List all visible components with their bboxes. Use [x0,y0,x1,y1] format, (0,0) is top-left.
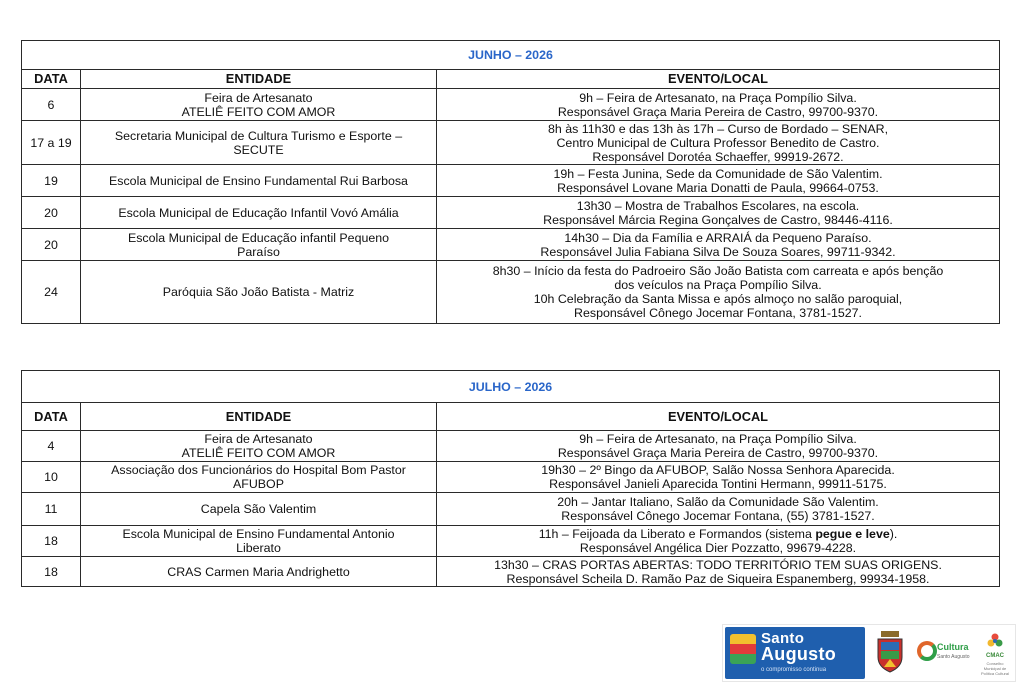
event-line: Responsável Graça Maria Pereira de Castro, 99700-9370. [557,104,879,119]
entity-line: Secretaria Municipal de Cultura Turismo e Esporte – [114,128,403,143]
event-header: EVENTO/LOCAL [437,403,1000,431]
event-line: 9h – Feira de Artesanato, na Praça Pompílio Silva. [579,432,857,446]
row-date: 20 [22,197,81,229]
cmac-sub: Conselho Municipal de Política Cultural [980,661,1009,676]
logo-line1: Santo [761,630,805,647]
table-row [22,557,1000,587]
row-entity [81,431,437,462]
table-row [22,165,1000,197]
event-line [440,527,996,541]
event-line: 9h – Feira de Artesanato, na Praça Pompílio Silva. [579,90,857,105]
cultura-sub: Santo Augusto [937,654,970,660]
entity-line: ATELIÊ FEITO COM AMOR [181,446,336,460]
event-line: 13h30 – Mostra de Trabalhos Escolares, na escola. [576,198,860,213]
row-date: 11 [22,493,81,526]
row-event [437,431,1000,462]
row-entity [81,121,437,165]
table-row [22,89,1000,121]
table-row [22,431,1000,462]
event-line: Responsável Scheila D. Ramão Paz de Siqueira Espanemberg, 99934-1958. [506,571,930,586]
row-date: 6 [22,89,81,121]
date-header: DATA [22,70,81,89]
logo-line2: Augusto [761,644,837,664]
row-date: 19 [22,165,81,197]
municipal-crest-icon [875,631,905,673]
santo-augusto-mark-icon [730,634,756,664]
event-text: ). [889,527,898,541]
row-event [437,526,1000,557]
date-header: DATA [22,403,81,431]
entity-line: Liberato [236,541,281,555]
event-line: Responsável Julia Fabiana Silva De Souza Soares, 99711-9342. [540,244,896,259]
cultura-ring-icon [917,641,937,661]
cmac-logo [979,631,1011,675]
row-event [437,121,1000,165]
row-date: 24 [22,261,81,324]
row-entity [81,526,437,557]
event-line: Responsável Cônego Jocemar Fontana, (55) 3781-1527. [561,509,875,523]
june-schedule-table [21,40,1000,324]
table-row [22,526,1000,557]
table-row [22,121,1000,165]
row-event [437,197,1000,229]
row-date: 4 [22,431,81,462]
row-entity [81,462,437,493]
event-line: 20h – Jantar Italiano, Salão da Comunidade São Valentim. [557,495,879,509]
entity-line: Escola Municipal de Educação infantil Pequeno [127,230,390,245]
event-line: 19h30 – 2º Bingo da AFUBOP, Salão Nossa Senhora Aparecida. [541,463,895,477]
cultura-word: Cultura [937,642,969,652]
event-line: 19h – Festa Junina, Sede da Comunidade de São Valentim. [553,166,883,181]
entity-header: ENTIDADE [81,403,437,431]
row-entity [81,493,437,526]
row-entity [81,261,437,324]
entity-line: CRAS Carmen Maria Andrighetto [167,564,350,579]
cultura-logo [917,639,971,667]
row-event [437,165,1000,197]
row-event [437,229,1000,261]
row-date: 18 [22,557,81,587]
event-line: 8h às 11h30 e das 13h às 17h – Curso de Bordado – SENAR, [547,121,889,136]
table-row [22,261,1000,324]
entity-line: Capela São Valentim [200,502,317,516]
entity-line: Feira de Artesanato [204,90,313,105]
event-line: Responsável Janieli Aparecida Tontini Hermann, 99911-5175. [549,477,887,491]
entity-line: Feira de Artesanato [204,432,313,446]
row-date: 18 [22,526,81,557]
event-line: Responsável Angélica Dier Pozzatto, 99679-4228. [579,541,857,555]
cmac-word: CMAC [986,653,1004,659]
cmac-flower-icon [987,633,1003,649]
row-entity [81,89,437,121]
event-line: dos veículos na Praça Pompílio Silva. [614,278,822,292]
santo-augusto-logo [725,627,865,679]
row-event [437,557,1000,587]
event-line: Centro Municipal de Cultura Professor Benedito de Castro. [556,135,880,150]
june-rows [22,89,1000,324]
event-line: Responsável Lovane Maria Donatti de Paula, 99664-0753. [557,180,879,195]
sponsor-logos [722,624,1016,682]
row-entity [81,557,437,587]
july-rows [22,431,1000,587]
row-date: 20 [22,229,81,261]
table-row [22,462,1000,493]
row-event [437,462,1000,493]
event-line: Responsável Márcia Regina Gonçalves de Castro, 98446-4116. [543,212,893,227]
entity-line: Escola Municipal de Educação Infantil Vovó Amália [118,205,399,220]
entity-line: AFUBOP [233,477,284,491]
event-line: 10h Celebração da Santa Missa e após almoço no salão paroquial, [533,292,903,306]
table-row [22,229,1000,261]
entity-line: Associação dos Funcionários do Hospital Bom Pastor [111,463,406,477]
table-row [22,197,1000,229]
event-line: 14h30 – Dia da Família e ARRAIÁ da Pequeno Paraíso. [564,230,872,245]
event-emphasis: pegue e leve [815,527,890,541]
entity-line: Escola Municipal de Ensino Fundamental Antonio [122,527,395,541]
june-month-title: JUNHO – 2026 [22,41,1000,70]
event-text: 11h – Feijoada da Liberato e Formandos (sistema [538,527,816,541]
logo-tagline: o compromisso continua [761,667,827,673]
row-entity [81,197,437,229]
entity-line: Paróquia São João Batista - Matriz [162,285,355,299]
event-line: Responsável Dorotéa Schaeffer, 99919-2672. [592,149,844,164]
july-month-title: JULHO – 2026 [22,371,1000,403]
entity-line: SECUTE [233,142,284,157]
row-event [437,261,1000,324]
entity-header: ENTIDADE [81,70,437,89]
row-entity [81,165,437,197]
event-line: 13h30 – CRAS PORTAS ABERTAS: TODO TERRITÓRIO TEM SUAS ORIGENS. [494,557,942,572]
july-schedule-table [21,370,1000,587]
row-entity [81,229,437,261]
entity-line: Escola Municipal de Ensino Fundamental Rui Barbosa [109,173,408,188]
event-line: Responsável Graça Maria Pereira de Castro, 99700-9370. [557,446,879,460]
event-line: 8h30 – Início da festa do Padroeiro São João Batista com carreata e após benção [492,264,944,278]
table-row [22,493,1000,526]
row-date: 10 [22,462,81,493]
event-header: EVENTO/LOCAL [437,70,1000,89]
row-event [437,493,1000,526]
row-date: 17 a 19 [22,121,81,165]
row-event [437,89,1000,121]
entity-line: ATELIÊ FEITO COM AMOR [181,104,336,119]
entity-line: Paraíso [237,244,280,259]
event-line: Responsável Cônego Jocemar Fontana, 3781-1527. [574,306,862,320]
